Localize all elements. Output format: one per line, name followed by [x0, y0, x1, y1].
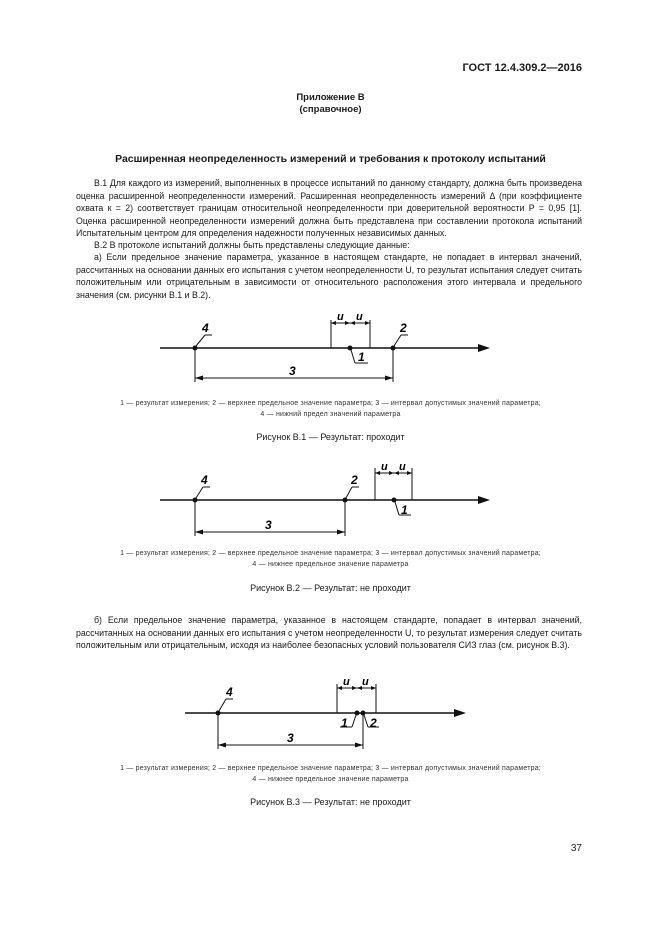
upper-limit-point [361, 711, 366, 716]
leader-1 [395, 502, 399, 515]
label-3: 3 [265, 518, 272, 532]
figure-b2 [0, 460, 661, 540]
legend-line-2: 4 — нижний предел значений параметра [260, 411, 401, 418]
label-3: 3 [289, 364, 296, 378]
label-4: 4 [202, 321, 209, 335]
section-title: Расширенная неопределенность измерений и требования к протоколу испытаний [115, 153, 546, 165]
paragraph-b1: В.1 Для каждого из измерений, выполненных в процессе испытаний по данному стандарту, должна быть произведена оценка расширенной неопределенности измерений. Расширенная неопределенность измерений Δ (при коэффициенте охвата к = 2) соответствует границам относительной неопределенности при доверительной вероятности Р = 0,95 [1]. Оценка расширенной неопределенности измерений должна быть представлена при составлении протокола испытаний Испытательным центром для определения надежности полученных независимых данных. [76, 178, 582, 238]
page-number: 37 [570, 843, 582, 854]
label-u-right: u [362, 676, 369, 688]
leader-2 [394, 335, 401, 346]
leader-1 [352, 715, 356, 727]
label-u-left: u [337, 311, 344, 323]
lower-limit-point [193, 498, 198, 503]
figure-b1 [0, 310, 661, 390]
upper-limit-point [391, 346, 396, 351]
label-2: 2 [400, 321, 407, 335]
label-u-right: u [399, 461, 406, 473]
label-2: 2 [351, 473, 358, 487]
label-2: 2 [370, 716, 377, 730]
label-1: 1 [401, 503, 408, 517]
label-1: 1 [358, 350, 365, 364]
paragraph-b2: В.2 В протоколе испытаний должны быть представлены следующие данные: [94, 240, 410, 250]
label-u-right: u [356, 311, 363, 323]
legend-line-2: 4 — нижнее предельное значение параметра [252, 561, 409, 568]
appendix-title: Приложение В [296, 92, 365, 103]
lower-limit-point [193, 346, 198, 351]
label-u-left: u [381, 461, 388, 473]
legend-fig3 [0, 763, 661, 785]
caption-fig1: Рисунок В.1 — Результат: проходит [256, 432, 405, 442]
appendix-subtitle: (справочное) [299, 104, 362, 115]
axis-arrow [454, 709, 466, 717]
figure-b3 [0, 675, 661, 755]
label-4: 4 [226, 685, 233, 699]
lower-limit-point [216, 711, 221, 716]
legend-line-2: 4 — нижнее предельное значение параметра [252, 776, 409, 783]
measurement-point [355, 711, 360, 716]
legend-line-1: 1 — результат измерения; 2 — верхнее предельное значение параметра; 3 — интервал допустимых значений параметра; [120, 550, 541, 557]
leader-2 [346, 487, 352, 498]
paragraph-b: б) Если предельное значение параметра, указанное в настоящем стандарте, попадает в интервал значений, рассчитанных на основании данных его испытания с учетом неопределенности U, то результат измерения следует считать положительным или отрицательным, исходя из наиболее безопасных условий пользователя СИЗ глаз (см. рисунок В.3). [76, 615, 582, 650]
legend-line-1: 1 — результат измерения; 2 — верхнее предельное значение параметра; 3 — интервал допустимых значений параметра; [120, 400, 541, 407]
leader-2 [364, 715, 368, 727]
leader-4 [196, 487, 203, 498]
axis-arrow [478, 496, 490, 504]
caption-fig2: Рисунок В.2 — Результат: не проходит [250, 583, 411, 593]
axis-arrow [478, 344, 490, 352]
measurement-point [348, 346, 353, 351]
caption-fig3: Рисунок В.3 — Результат: не проходит [250, 797, 411, 807]
leader-4 [196, 335, 205, 346]
leader-4 [219, 699, 226, 711]
legend-line-1: 1 — результат измерения; 2 — верхнее предельное значение параметра; 3 — интервал допустимых значений параметра; [120, 765, 541, 772]
measurement-point [392, 498, 397, 503]
legend-fig1 [0, 398, 661, 420]
legend-fig2 [0, 548, 661, 570]
label-4: 4 [201, 473, 208, 487]
label-u-left: u [343, 676, 350, 688]
leader-1 [351, 350, 355, 363]
label-3: 3 [287, 731, 294, 745]
label-1: 1 [341, 716, 348, 730]
paragraph-a: а) Если предельное значение параметра, указанное в настоящем стандарте, не попадает в интервал значений, рассчитанных на основании данных его испытания с учетом неопределенности U, то результат испытания следует считать положительным или отрицательным в зависимости от относительного расположения этого интервала и предельного значения (см. рисунки В.1 и В.2). [76, 252, 582, 300]
upper-limit-point [343, 498, 348, 503]
standard-header: ГОСТ 12.4.309.2—2016 [462, 62, 582, 74]
